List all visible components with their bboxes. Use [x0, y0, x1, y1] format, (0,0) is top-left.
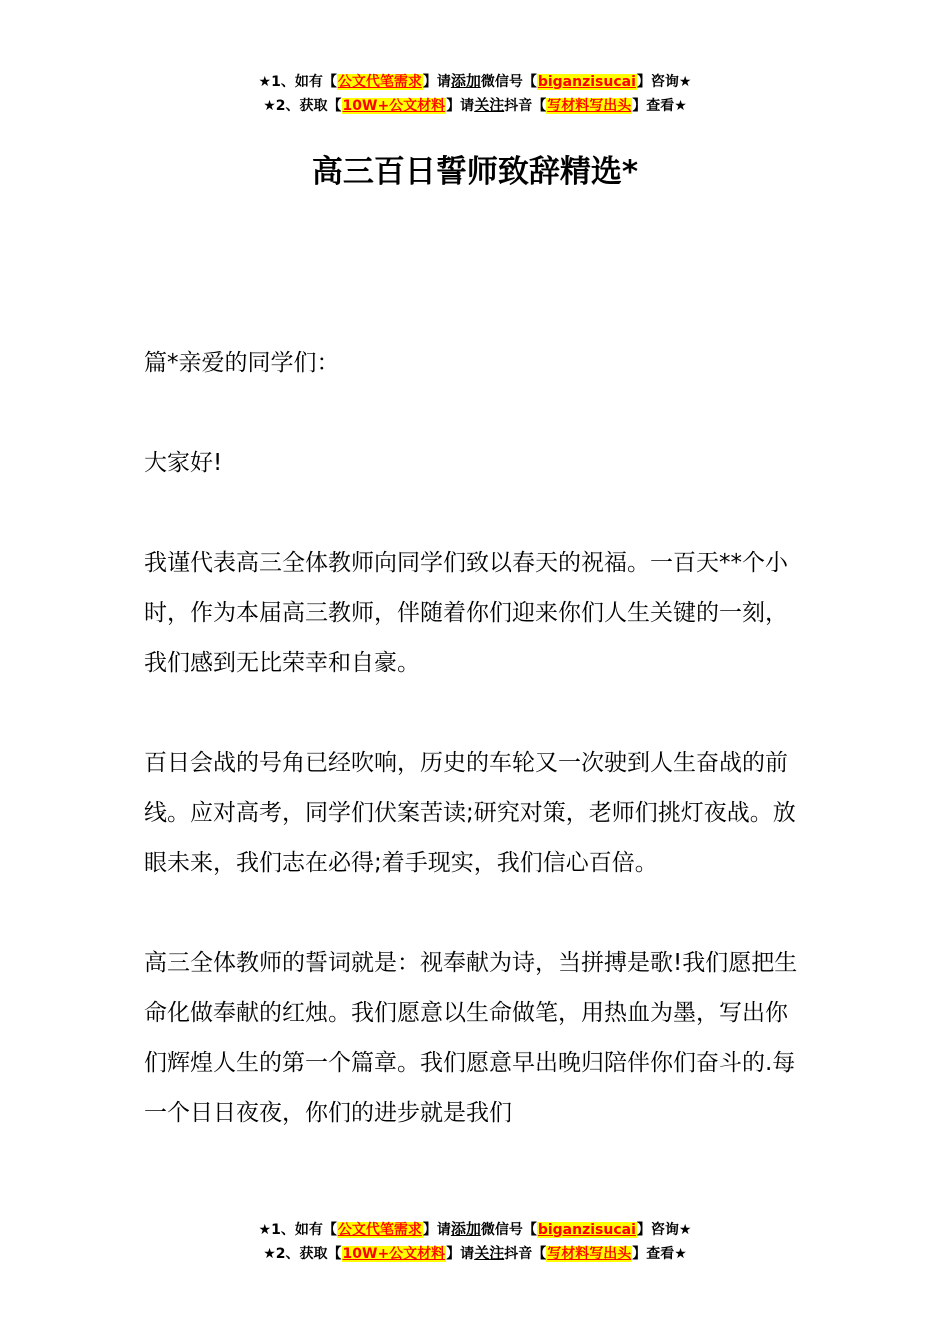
promo-text: 】请: [446, 1246, 475, 1262]
promo-text: ★2、获取【: [263, 1246, 342, 1262]
promo-text: 】咨询★: [636, 1222, 692, 1238]
promo-text: 】咨询★: [636, 74, 692, 90]
promo-highlight: 公文代笔需求: [337, 74, 422, 90]
promo-text: 】查看★: [632, 98, 687, 114]
promo-text: 抖音【: [504, 1246, 547, 1262]
promo-highlight: 公文代笔需求: [337, 1222, 422, 1238]
promo-highlight-wechat: biganzisucai: [537, 74, 636, 90]
footer-promo-banner: [0, 1218, 950, 1266]
promo-highlight: 10W+公文材料: [342, 98, 446, 114]
promo-emphasis: 添加: [450, 72, 481, 90]
promo-text: 】请: [422, 74, 451, 90]
promo-text: ★1、如有【: [258, 1222, 337, 1238]
promo-highlight-douyin: 写材料写出头: [547, 1246, 632, 1262]
document-title: 高三百日誓师致辞精选*: [311, 154, 639, 190]
promo-text: 】查看★: [632, 1246, 687, 1262]
promo-line-2: [0, 94, 950, 118]
header-promo-banner: [0, 70, 950, 118]
promo-text: ★1、如有【: [258, 74, 337, 90]
promo-highlight-douyin: 写材料写出头: [547, 98, 632, 114]
promo-highlight: 10W+公文材料: [342, 1246, 446, 1262]
promo-text: 微信号【: [480, 1222, 537, 1238]
paragraph-body: 百日会战的号角已经吹响，历史的车轮又一次驶到人生奋战的前线。应对高考，同学们伏案苦读;研究对策，老师们挑灯夜战。放眼未来，我们志在必得;着手现实，我们信心百倍。: [144, 750, 796, 876]
promo-line-1: [0, 70, 950, 94]
paragraph-body: 高三全体教师的誓词就是：视奉献为诗，当拼搏是歌!我们愿把生命化做奉献的红烛。我们愿意以生命做笔，用热血为墨，写出你们辉煌人生的第一个篇章。我们愿意早出晚归陪伴你们奋斗的.每一个日日夜夜，你们的进步就是我们: [144, 950, 798, 1126]
paragraph-salutation: 篇*亲爱的同学们：: [144, 350, 340, 376]
promo-text: 抖音【: [504, 98, 547, 114]
promo-text: 】请: [446, 98, 475, 114]
promo-text: 】请: [422, 1222, 451, 1238]
promo-line-2: [0, 1242, 950, 1266]
promo-emphasis: 关注: [474, 1244, 505, 1262]
document-body: [144, 338, 808, 1188]
promo-emphasis: 添加: [450, 1220, 481, 1238]
promo-emphasis: 关注: [474, 96, 505, 114]
promo-line-1: [0, 1218, 950, 1242]
promo-text: ★2、获取【: [263, 98, 342, 114]
paragraph-greeting: 大家好!: [144, 450, 223, 476]
paragraph-body: 我谨代表高三全体教师向同学们致以春天的祝福。一百天**个小时，作为本届高三教师，伴随着你们迎来你们人生关键的一刻，我们感到无比荣幸和自豪。: [144, 550, 788, 676]
promo-highlight-wechat: biganzisucai: [537, 1222, 636, 1238]
promo-text: 微信号【: [480, 74, 537, 90]
